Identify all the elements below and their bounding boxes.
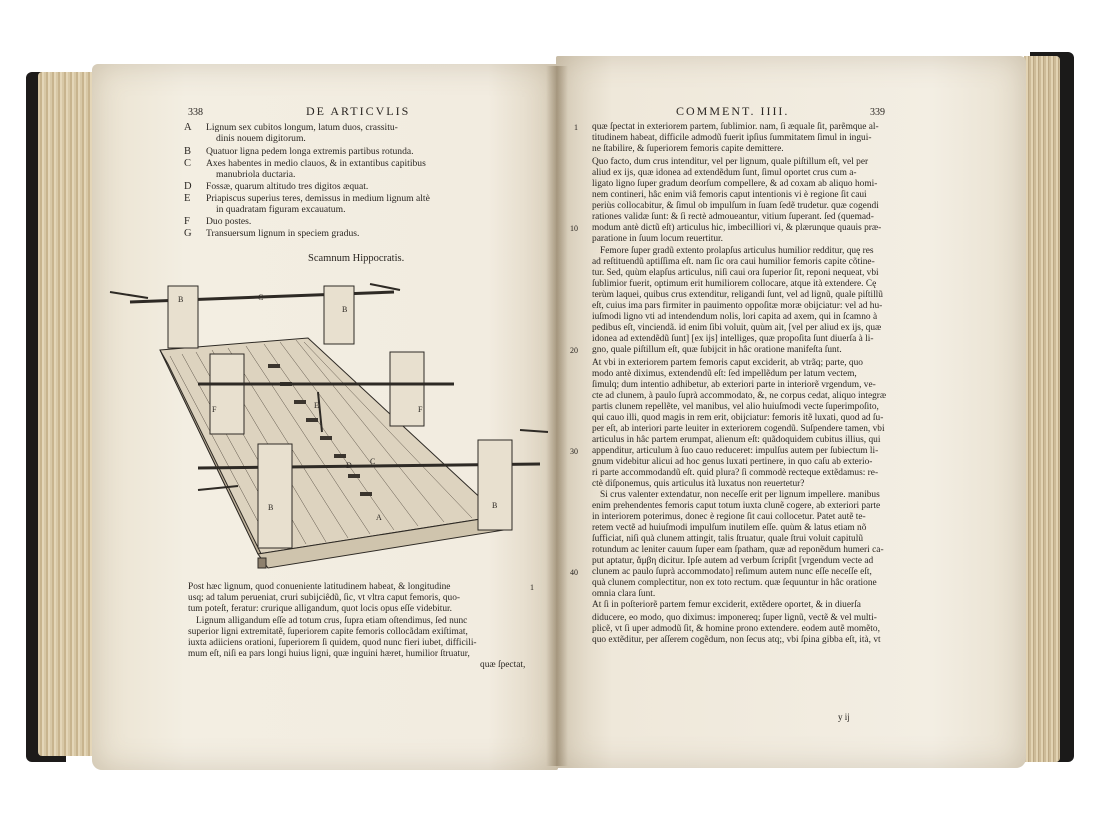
text-line: At ſi in poſteriorẽ partem femur exciderit, extẽdere oportet, & in diuerſa — [592, 600, 861, 610]
figure-label: D — [346, 461, 352, 470]
text-line: Femore ſuper gradũ extento prolapſus articulus humilior redditur, quę res — [600, 246, 874, 256]
legend-text: Priapiscus superius teres, demissus in medium lignum altè — [206, 193, 430, 204]
text-line: put aptatur, ἄμβη dicitur. Ipſe autem ad verbum ſcripſit [vrgendum vecte ad — [592, 556, 874, 566]
margin-number: 20 — [570, 346, 578, 355]
text-line: Post hæc lignum, quod conueniente latitudinem habeat, & longitudine — [188, 582, 451, 592]
figure-label: A — [376, 513, 382, 522]
text-line: eſt, cuius ima pars firmiter in pauimento oppoſitæ moræ obijciatur: vel ad hu- — [592, 301, 883, 311]
text-line: modum antè dictũ eſt) articulus hic, imbecilliori vi, & plærunque quauis præ- — [592, 223, 882, 233]
text-line: tum poteſt, feratur: crurique alligandum, quot locis opus eſſe videbitur. — [188, 604, 453, 614]
text-line: per eſt, ab interiori parte leuiter in exteriorem cogendũ. Suſpendere tamen, vbi — [592, 424, 885, 434]
text-line: Si crus valenter extendatur, non neceſſe erit per lignum impellere. manibus — [600, 490, 880, 500]
text-line: idonea ad extendẽdũ ſunt] [ex ijs] intelliges, quæ propoſita ſunt diuerſa à li- — [592, 334, 874, 344]
left-running-head: DE ARTICVLIS — [306, 104, 411, 118]
text-line: terùm laquei, quibus crus extenditur, religandi ſunt, vel ad lignũ, quale piſtillũ — [592, 290, 883, 300]
text-line: cte ad clunem, à paulo ſuprà accommodato, &, ne corpus cedat, aliquo integræ — [592, 391, 887, 401]
margin-number: 1 — [574, 123, 578, 132]
right-page-number: 339 — [870, 107, 885, 118]
text-line: gnum videbitur alicui ad hoc genus luxati pertinere, in quo caſu ab exterio- — [592, 457, 873, 467]
legend-text: in quadratam figuram excauatum. — [216, 204, 346, 215]
text-line: Quo facto, dum crus intenditur, vel per lignum, quale piſtillum eſt, vel per — [592, 157, 869, 167]
figure-caption: Scamnum Hippocratis. — [308, 253, 405, 264]
legend-letter: E — [184, 193, 191, 204]
legend-text: Quatuor ligna pedem longa extremis partibus rotunda. — [206, 146, 414, 157]
legend-item — [184, 122, 398, 144]
left-page-number: 338 — [188, 107, 203, 118]
text-line: iuxta adiiciens orationi, ſuperiorem ſi quidem, quod nunc fieri iubet, difficili- — [188, 638, 477, 648]
page-edges-right — [1024, 56, 1060, 762]
text-line: in interiorem poterimus, donec è regione ſit caui collocetur. Patet autẽ te- — [592, 512, 866, 522]
legend-text: Transuersum lignum in speciem gradus. — [206, 228, 360, 239]
text-line: appenditur, articulum à ſuo cauo reduceret: impulſus autem per ſubiectum li- — [592, 446, 879, 456]
figure-label: F — [212, 405, 217, 414]
text-line: omnia clara ſunt. — [592, 589, 656, 599]
page-edges-left — [38, 72, 98, 756]
legend-text: Axes habentes in medio clauos, & in extantibus capitibus — [206, 158, 426, 169]
text-line: ri parte accommodandũ eſt. quid plura? ſi commodè recteque extẽdamus: re- — [592, 468, 879, 478]
text-line: qui cauo illi, quod magis in rem erit, obijciatur: femoris itẽ luxati, quod ad ſu- — [592, 413, 884, 423]
margin-number: 1 — [530, 583, 534, 592]
text-line: quo extẽditur, per aſſerem cogẽdum, non ſecus atq;, vbi ſpina gibba eſt, ità, vt — [592, 635, 881, 645]
text-line: modo antè diximus, extendendũ eſt: ſed impellẽdum per latum vectem, — [592, 369, 857, 379]
text-line: gno, quale piſtillum eſt, quæ ſubijcit in hâc oratione manifeſta ſunt. — [592, 345, 842, 355]
text-line: quæ ſpectat, — [480, 660, 526, 670]
legend-letter: A — [184, 122, 192, 133]
legend-text: Lignum sex cubitos longum, latum duos, crassitu- — [206, 122, 398, 133]
text-line: diducere, eo modo, quo diximus: imponereq; ſuper lignũ, vectẽ & vel multi- — [592, 613, 877, 623]
text-line: quæ ſpectat in exteriorem partem, ſublimior. nam, ſi æquale ſit, parẽmque al- — [592, 122, 879, 132]
text-line: At vbi in exteriorem partem femoris caput exciderit, ab vtrãq; parte, quo — [592, 358, 863, 368]
text-line: ad reſtituendũ aptiſſima eſt. nam ſic ora caui humilior femoris capite cõtine- — [592, 257, 875, 267]
legend-letter: D — [184, 181, 192, 192]
text-line: pedibus eſt, vinciendã. id enim ſibi voluit, quùm ait, [vel per aliud ex ijs, quæ — [592, 323, 882, 333]
figure-label: B — [492, 501, 498, 510]
legend-item — [184, 158, 426, 180]
text-line: iuſmodi ligno vti ad intendendum nolis, lori capita ad axem, qui in ſcamno à — [592, 312, 878, 322]
hippocratic-bench-illustration — [108, 272, 558, 572]
figure-label: B — [268, 503, 274, 512]
text-line: nem contineri, hâc enim viâ femoris caput intentionis vi è regione ſit caui — [592, 190, 867, 200]
margin-number: 30 — [570, 447, 578, 456]
text-line: retem vectẽ ad huiuſmodi impulſum inutilem eſſe. quùm & latus etiam nõ — [592, 523, 867, 533]
text-line: rotundum ac leniter cauum ſuper eam ſpatham, quæ ad reponẽdum humeri ca- — [592, 545, 884, 555]
text-line: articulus in hâc partem erumpat, alienum eſt: quãdoquidem cubitus illius, qui — [592, 435, 881, 445]
text-line: partis clunem repellẽte, vel manibus, vel alio huiuſmodi vecte ſuperimpoſito, — [592, 402, 879, 412]
figure-label: C — [258, 293, 264, 302]
legend-text: Fossæ, quarum altitudo tres digitos æquat. — [206, 181, 369, 192]
text-line: ligato ligno ſuper gradum deorſum compellere, & ad coxam ab aliquo homi- — [592, 179, 878, 189]
text-line: ne ſtabilire, & ſuperiorem femoris capite demittere. — [592, 144, 784, 154]
figure-label: E — [314, 401, 319, 410]
legend-text: Duo postes. — [206, 216, 252, 227]
text-line: plicẽ, vt ſi uper admodũ ſit, & homine prono extendere. eodem autẽ momẽto, — [592, 624, 880, 634]
text-line: tur. Sed, quùm elapſus articulus, niſi caui ora ſuperior ſit, reponi nequeat, vbi — [592, 268, 879, 278]
figure-label: B — [342, 305, 348, 314]
figure-label: F — [418, 405, 423, 414]
right-running-head: COMMENT. IIII. — [676, 104, 790, 118]
margin-number: 10 — [570, 224, 578, 233]
legend-letter: B — [184, 146, 192, 157]
text-line: superior ligni extremitatẽ, ſuperiorem capite femoris collocãdam exiſtimat, — [188, 627, 468, 637]
text-line: mum eſt, niſi ea pars longi huius ligni, quæ inguini hæret, humilior ſtruatur, — [188, 649, 470, 659]
legend-letter: C — [184, 158, 192, 169]
text-line: enim prehendentes femoris caput totum iuxta clunẽ cogere, ab exteriori parte — [592, 501, 881, 511]
legend-letter: G — [184, 228, 192, 239]
legend-item — [184, 216, 252, 227]
text-line: aliud ex ijs, quæ idonea ad extendẽdum ſunt, ſimul oportet crus cum a- — [592, 168, 857, 178]
text-line: Lignum alligandum eſſe ad totum crus, ſupra etiam oſtendimus, ſed nunc — [196, 616, 468, 626]
text-line: paratione in ſuum locum reuertitur. — [592, 234, 723, 244]
text-line: clunem ac paulo ſuprà accommodato] reſimum autem nunc eſſe neceſſe eſt, — [592, 567, 872, 577]
figure-label: C — [370, 457, 376, 466]
text-line: quà clunem complectitur, non ex toto rectum. quæ ſequuntur in hâc oratione — [592, 578, 877, 588]
margin-number: 40 — [570, 568, 578, 577]
legend-text: dinis nouem digitorum. — [216, 133, 306, 144]
legend-item — [184, 146, 414, 157]
legend-item — [184, 228, 360, 239]
text-line: ſublimior fuerit, optimum erit humiliorem collocare, atque ità extendere. Cę — [592, 279, 877, 289]
text-line: rationes validæ ſunt: & ſi rectè admoueantur, vitium ſuperant. ſed (quemad- — [592, 212, 874, 222]
signature-mark: y ij — [838, 712, 850, 722]
text-line: usq; ad talum perueniat, cruri subijciêdũ, ſic, vt vltra caput femoris, quo- — [188, 593, 461, 603]
text-line: ſufficiat, niſi quà clunem attingit, talis ſtruatur, quale ſtrui voluit capitulũ — [592, 534, 864, 544]
text-line: titudinem habeat, difficile admodũ fuerit ipſius ſummitatem ſimul in ingui- — [592, 133, 872, 143]
legend-item — [184, 181, 369, 192]
legend-item — [184, 193, 430, 215]
text-line: ctè diſponemus, quis articulus ità luxatus non reuertetur? — [592, 479, 805, 489]
text-line: ſimulq; dum intentio adhibetur, ab exteriori parte in interiorẽ vrgendum, ve- — [592, 380, 876, 390]
text-line: periùs collocabitur, & ſimul ob impulſum in ſuam ſedẽ trudetur. quæ cogendi — [592, 201, 879, 211]
figure-label: B — [178, 295, 184, 304]
legend-text: manubriola ductaria. — [216, 169, 296, 180]
legend-letter: F — [184, 216, 190, 227]
